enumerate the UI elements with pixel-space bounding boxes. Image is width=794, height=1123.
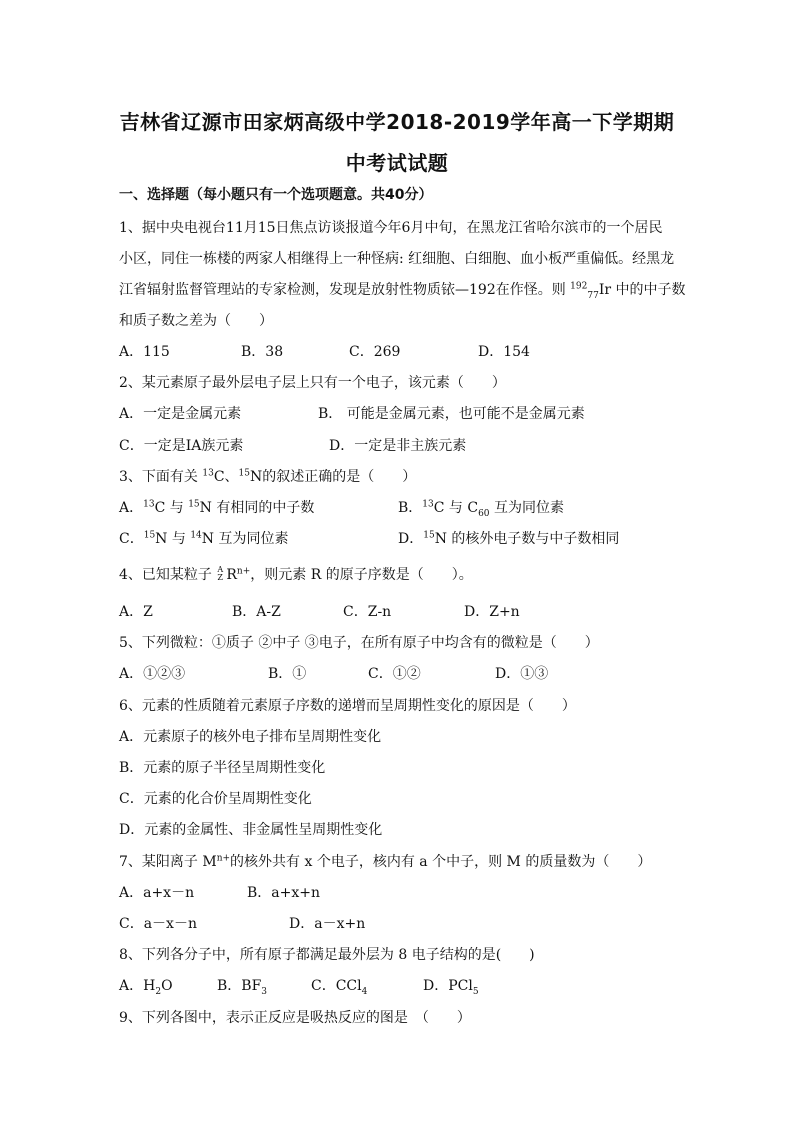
q3-option-c: C．$^{15}$N 与 $^{14}$N 互为同位素 — [119, 530, 289, 547]
q1-line-3: 江省辐射监督管理站的专家检测，发现是放射性物质铱—192在作怪。则 $^{192}_{77}$Ir 中的中子数 — [119, 281, 686, 301]
q7-option-c: C．a－x－n — [119, 916, 197, 932]
q1-isotope-number: 77 — [587, 290, 599, 301]
q7-option-b: B．a+x+n — [247, 885, 321, 901]
q9-stem: 9、下列各图中，表示正反应是吸热反应的图是 （ ） — [119, 1010, 471, 1026]
q2-option-a: A．一定是金属元素 — [119, 406, 242, 422]
q1-line-4: 和质子数之差为（ ） — [119, 313, 273, 329]
q5-stem: 5、下列微粒：①质子 ②中子 ③电子，在所有原子中均含有的微粒是（ ） — [119, 635, 599, 651]
q3-option-b: B．$^{13}$C 与 $C_{60}$ 互为同位素 — [398, 499, 564, 519]
q1-line-1: 1、据中央电视台11月15日焦点访谈报道今年6月中旬，在黑龙江省哈尔滨市的一个居民 — [119, 220, 663, 236]
q7-option-a: A．a+x－n — [119, 885, 195, 901]
q4-option-c: C．Z-n — [343, 604, 392, 620]
q6-stem: 6、元素的性质随着元素原子序数的递增而呈周期性变化的原因是（ ） — [119, 698, 576, 714]
section-heading: 一、选择题（每小题只有一个选项题意。共40分） — [119, 187, 433, 203]
q1-option-b: B．38 — [241, 344, 284, 360]
q8-option-a: A．$H_2O$ — [119, 978, 173, 997]
q3-stem: 3、下面有关 $^{13}$C、$^{15}$N的叙述正确的是（ ） — [119, 468, 417, 485]
q8-stem: 8、下列各分子中，所有原子都满足最外层为 8 电子结构的是( ) — [119, 947, 535, 963]
page-title-line-1: 吉林省辽源市田家炳高级中学2018-2019学年高一下学期期 — [119, 110, 675, 134]
q6-option-b: B．元素的原子半径呈周期性变化 — [119, 760, 326, 776]
q5-option-a: A．①②③ — [119, 666, 186, 682]
q3-option-d: D．$^{15}$N 的核外电子数与中子数相同 — [398, 530, 620, 547]
q3-option-a: A．$^{13}$C 与 $^{15}$N 有相同的中子数 — [119, 499, 315, 516]
q2-option-d: D．一定是非主族元素 — [329, 438, 467, 454]
q8-option-c: C．CCl$_4$ — [311, 978, 368, 997]
q5-option-c: C．①② — [368, 666, 421, 682]
q6-option-a: A．元素原子的核外电子排布呈周期性变化 — [119, 729, 382, 745]
q8-option-b: B．$BF_3$ — [217, 978, 268, 997]
q4-nuclide-notation: A Z — [217, 565, 224, 582]
q2-option-b: B． 可能是金属元素，也可能不是金属元素 — [318, 406, 585, 422]
q5-option-b: B．① — [268, 666, 307, 682]
q8-option-d: D．PCl$_5$ — [423, 978, 479, 997]
q2-stem: 2、某元素原子最外层电子层上只有一个电子，该元素（ ） — [119, 375, 506, 391]
q4-option-a: A．Z — [119, 604, 153, 620]
q1-option-a: A．115 — [119, 344, 170, 360]
q4-stem: 4、已知某粒子 A Z $R^{n+}$，则元素 R 的原子序数是（ ）。 — [119, 565, 473, 583]
q1-isotope-mass: 192 — [570, 281, 588, 292]
q1-option-c: C．269 — [349, 344, 401, 360]
q7-option-d: D．a－x+n — [289, 916, 366, 932]
q4-option-b: B．A-Z — [232, 604, 281, 620]
q1-line-2: 小区，同住一栋楼的两家人相继得上一种怪病: 红细胞、白细胞、血小板严重偏低。经黑龙 — [119, 251, 675, 267]
q7-stem: 7、某阳离子 $M^{n+}$的核外共有 x 个电子，核内有 a 个中子，则 M 的质量数为（ ） — [119, 853, 652, 870]
q6-option-c: C．元素的化合价呈周期性变化 — [119, 791, 312, 807]
q4-option-d: D．Z+n — [464, 604, 520, 620]
q2-option-c: C．一定是ⅠA族元素 — [119, 438, 244, 454]
q1-option-d: D．154 — [478, 344, 530, 360]
q6-option-d: D．元素的金属性、非金属性呈周期性变化 — [119, 822, 383, 838]
page-title-line-2: 中考试试题 — [345, 151, 449, 175]
q5-option-d: D．①③ — [495, 666, 549, 682]
